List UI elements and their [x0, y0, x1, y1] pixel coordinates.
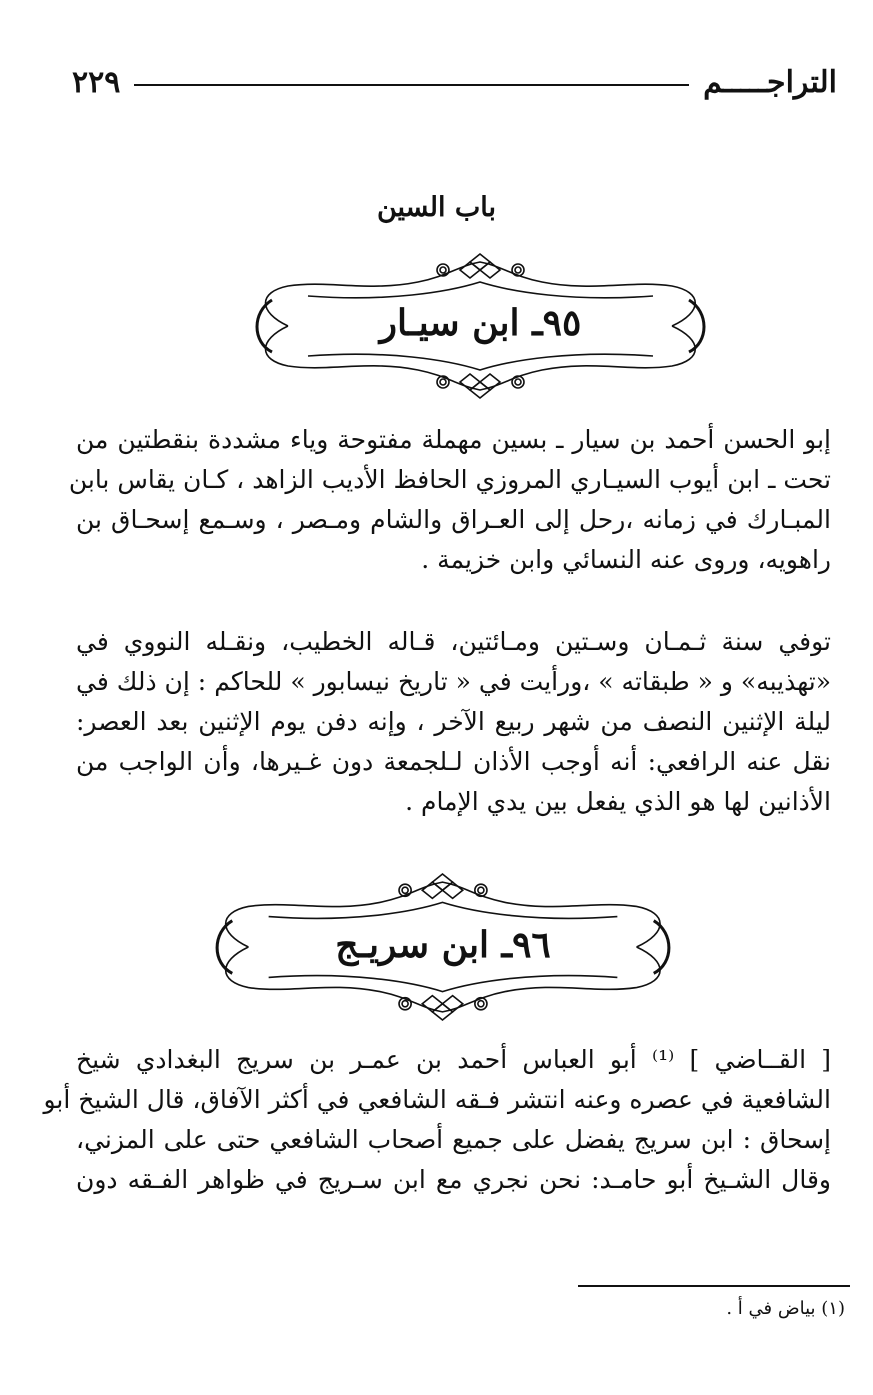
page-number: ٢٢٩ — [72, 64, 121, 100]
text-line: «تهذيبه» و « طبقاته » ،ورأيت في « تاريخ نيسابور » للحاكم : إن ذلك في — [76, 667, 831, 696]
header-rule — [134, 84, 689, 86]
entry-95-title: ٩٥ـ ابن سيـار — [379, 302, 582, 344]
footnote-rule — [578, 1285, 850, 1287]
text-line: تحت ـ ابن أيوب السيـاري المروزي الحافظ الأديب الزاهد ، كـان يقاس بابن — [68, 465, 831, 494]
entry-96-paragraph-1 — [43, 1040, 831, 1200]
text-line: راهويه، وروى عنه النسائي وابن خزيمة . — [421, 545, 831, 574]
text-line: إبو الحسن أحمد بن سيار ـ بسين مهملة مفتوحة وياء مشددة بنقطتين من — [76, 425, 831, 454]
entry-96-title: ٩٦ـ ابن سريـج — [335, 924, 551, 966]
text-line: إسحاق : ابن سريج يفضل على جميع أصحاب الشافعي حتى على المزني، — [76, 1125, 831, 1154]
text-line: [ القــاضي ] ⁽¹⁾ أبو العباس أحمد بن عمـر بن سريج البغدادي شيخ — [76, 1045, 831, 1074]
text-line: الشافعية في عصره وعنه انتشر فـقه الشافعي في أكثر الآفاق، قال الشيخ أبو — [43, 1085, 831, 1114]
entry-95-paragraph-1 — [68, 420, 831, 580]
footnote: (١) بياض في أ . — [726, 1298, 845, 1319]
running-header — [72, 62, 837, 102]
entry-95-title-frame — [248, 252, 713, 400]
entry-95-paragraph-2 — [76, 622, 831, 822]
entry-96-title-frame — [208, 872, 678, 1022]
section-title: باب السين — [376, 192, 497, 223]
text-line: الأذانين لها هو الذي يفعل بين يدي الإمام . — [405, 787, 831, 816]
text-line: توفي سنة ثـمـان وسـتين ومـائتين، قـاله الخطيب، ونقـله النووي في — [76, 627, 831, 656]
running-title: التراجـــــم — [703, 64, 837, 100]
text-line: وقال الشـيخ أبو حامـد: نحن نجري مع ابن سـريج في ظواهر الفـقه دون — [76, 1165, 831, 1194]
text-line: ليلة الإثنين النصف من شهر ربيع الآخر ، وإنه دفن يوم الإثنين بعد العصر: — [76, 707, 831, 736]
text-line: نقل عنه الرافعي: أنه أوجب الأذان لـلجمعة دون غـيرها، وأن الواجب من — [76, 747, 831, 776]
text-line: المبـارك في زمانه ،رحل إلى العـراق والشام ومـصر ، وسـمع إسحـاق بن — [76, 505, 831, 534]
